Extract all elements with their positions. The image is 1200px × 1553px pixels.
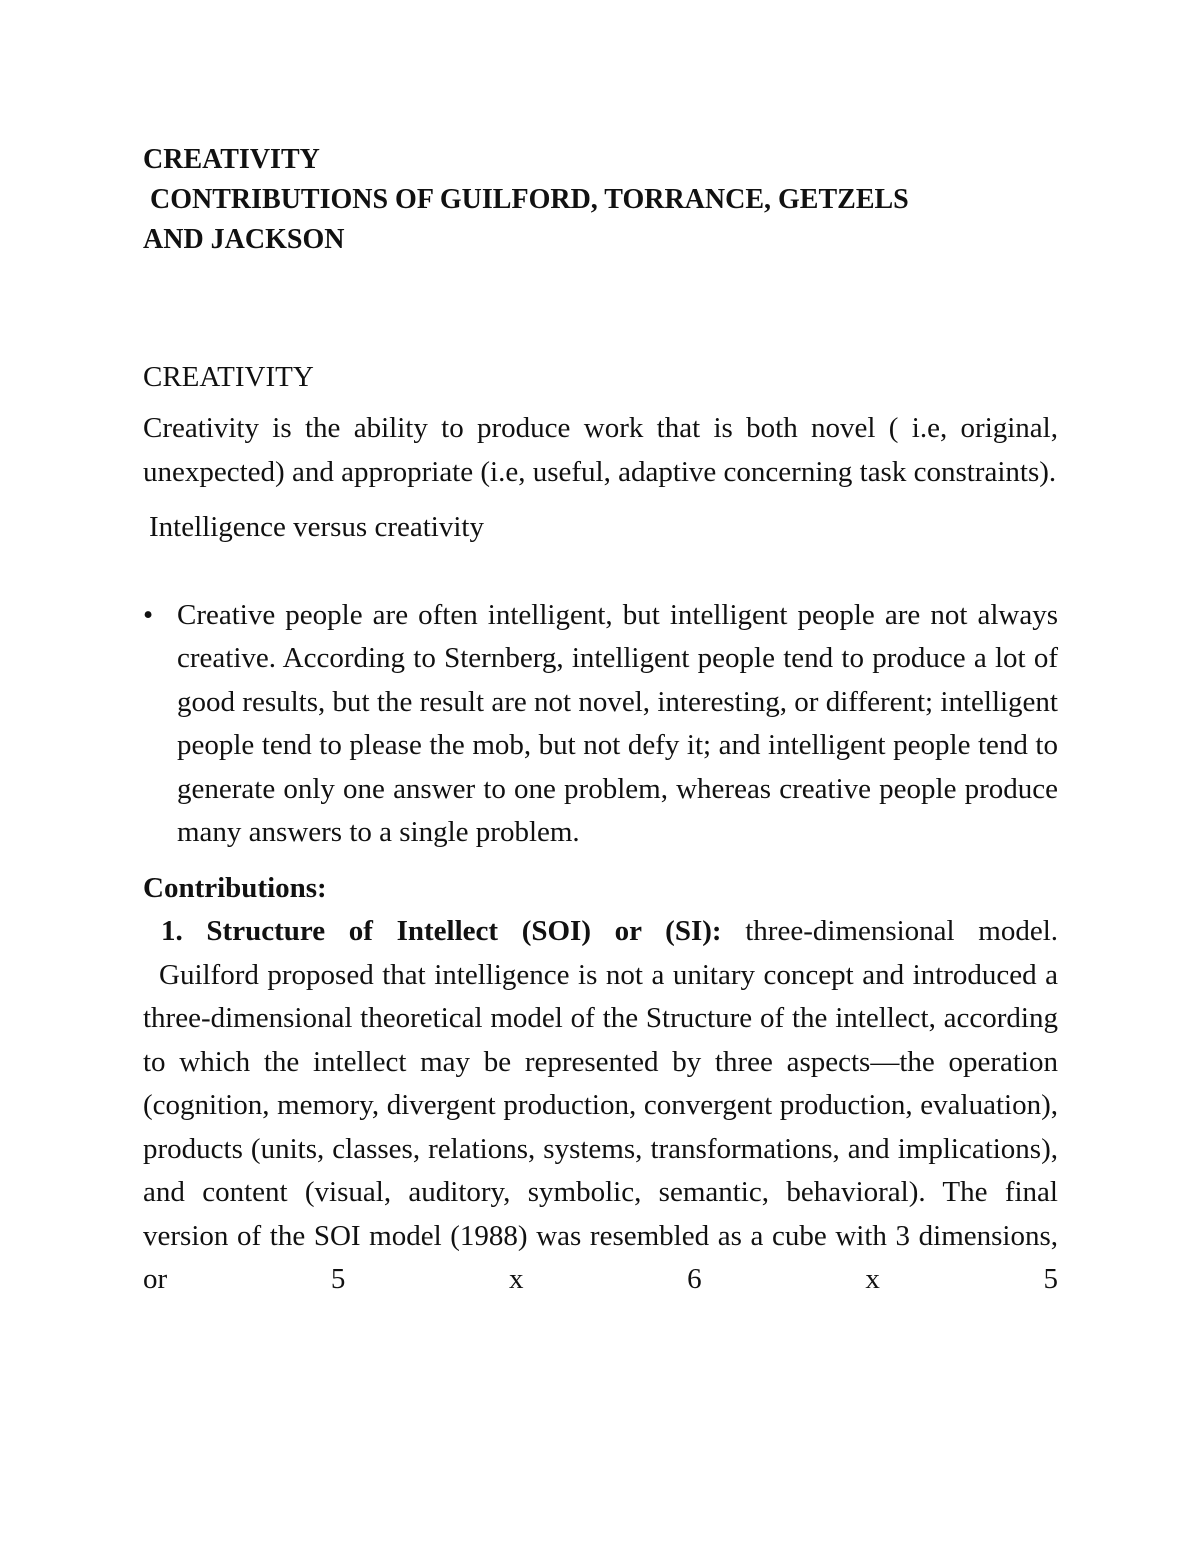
title-line-3: AND JACKSON [143, 224, 345, 255]
bullet-item [143, 594, 1058, 855]
item-number: 1. [161, 915, 183, 947]
document-body [143, 140, 1058, 1302]
document-title [143, 140, 1058, 260]
guilford-paragraph: Guilford proposed that intelligence is not a unitary concept and introduced a three-dimensional theoretical model of the Structure of the intellect, according to which the intellect may be represented by three aspects—the operation (cognition, memory, divergent production, convergent production, evaluation), products (units, classes, relations, systems, transformations, and implications), and content (visual, auditory, symbolic, semantic, behavioral). The final version of the SOI model (1988) was resembled as a cube with 3 dimensions, or 5 x 6 x 5 [143, 958, 1058, 1295]
item-bold-title: Structure of Intellect (SOI) or (SI): [206, 915, 722, 947]
section-heading: CREATIVITY [143, 361, 314, 393]
item-rest: three-dimensional model. [745, 915, 1059, 947]
bullet-marker: • [143, 598, 154, 631]
title-line-1: CREATIVITY [143, 144, 320, 175]
numbered-item-1 [143, 910, 1058, 954]
title-line-2: CONTRIBUTIONS OF GUILFORD, TORRANCE, GETZELS [150, 184, 909, 215]
definition-paragraph: Creativity is the ability to produce work that is both novel ( i.e, original, unexpected) and appropriate (i.e, useful, adaptive concerning task constraints). [143, 412, 1058, 488]
contributions-heading: Contributions: [143, 871, 327, 904]
spacer [143, 550, 1058, 594]
spacer [143, 260, 1058, 356]
bullet-text: Creative people are often intelligent, but intelligent people are not always creative. According to Sternberg, intelligent people tend to produce a lot of good results, but the result are not novel, interesting, or different; intelligent people tend to please the mob, but not defy it; and intelligent people tend to generate only one answer to one problem, whereas creative people produce many answers to a single problem. [177, 598, 1058, 848]
subheading: Intelligence versus creativity [149, 511, 484, 543]
